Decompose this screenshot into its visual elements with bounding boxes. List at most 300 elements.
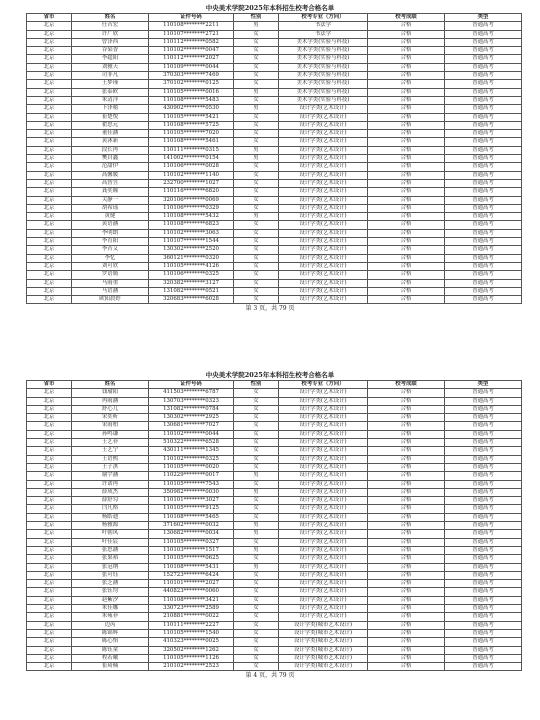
province-cell: 北京 [27, 405, 72, 413]
major-cell: 美术学类(实验与科技) [279, 72, 368, 80]
province-cell: 北京 [27, 38, 72, 46]
table-row [27, 229, 522, 237]
major-cell: 设计学类(艺术设计) [279, 229, 368, 237]
type-cell: 普通高考 [445, 163, 522, 171]
major-cell: 设计学类(艺术设计) [279, 488, 368, 496]
table-row [27, 455, 522, 463]
column-header: 证件号码 [149, 381, 234, 389]
major-cell: 设计学类(艺术设计) [279, 238, 368, 246]
table-row [27, 262, 522, 270]
name-cell: 薛舒勾 [72, 497, 149, 505]
table-row [27, 96, 522, 104]
major-cell: 设计学类(艺术设计) [279, 463, 368, 471]
id-number-cell: 110112********2027 [149, 55, 234, 63]
type-cell: 普通高考 [445, 663, 522, 671]
major-cell: 设计学类(艺术设计) [279, 113, 368, 121]
id-number-cell: 110106********0329 [149, 204, 234, 212]
major-cell: 设计学类(艺术设计) [279, 171, 368, 179]
gender-cell: 女 [234, 63, 279, 71]
major-cell: 设计学类(艺术设计) [279, 430, 368, 438]
score-cell: 合格 [368, 497, 445, 505]
table-row [27, 397, 522, 405]
score-cell: 合格 [368, 654, 445, 662]
score-cell: 合格 [368, 146, 445, 154]
id-number-cell: 110116********6820 [149, 188, 234, 196]
province-cell: 北京 [27, 229, 72, 237]
name-cell: 范甜伊 [72, 163, 149, 171]
type-cell: 普通高考 [445, 121, 522, 129]
table-row [27, 80, 522, 88]
type-cell: 普通高考 [445, 530, 522, 538]
table-row [27, 105, 522, 113]
name-cell: 赵紫汐 [72, 596, 149, 604]
name-cell: 杨皓迪 [72, 513, 149, 521]
type-cell: 普通高考 [445, 439, 522, 447]
name-cell: 张冠纳 [72, 563, 149, 571]
table-row [27, 488, 522, 496]
id-number-cell: 370303********7469 [149, 72, 234, 80]
table-row [27, 72, 522, 80]
province-cell: 北京 [27, 254, 72, 262]
type-cell: 普通高考 [445, 80, 522, 88]
name-cell: 宋奕昕 [72, 414, 149, 422]
gender-cell: 女 [234, 262, 279, 270]
gender-cell: 女 [234, 422, 279, 430]
major-cell: 设计学类(艺术设计) [279, 405, 368, 413]
province-cell: 北京 [27, 30, 72, 38]
score-cell: 合格 [368, 287, 445, 295]
table-row [27, 204, 522, 212]
id-number-cell: 131082********0521 [149, 287, 234, 295]
id-number-cell: 110229********0017 [149, 472, 234, 480]
major-cell: 设计学类(城市艺术设计) [279, 646, 368, 654]
table-row [27, 30, 522, 38]
province-cell: 北京 [27, 213, 72, 221]
table-body [27, 22, 522, 304]
id-number-cell: 110108********5431 [149, 563, 234, 571]
score-cell: 合格 [368, 55, 445, 63]
major-cell: 设计学类(艺术设计) [279, 389, 368, 397]
name-cell: 边芮 [72, 621, 149, 629]
major-cell: 设计学类(艺术设计) [279, 480, 368, 488]
province-cell: 北京 [27, 179, 72, 187]
gender-cell: 男 [234, 472, 279, 480]
gender-cell: 男 [234, 155, 279, 163]
province-cell: 北京 [27, 621, 72, 629]
type-cell: 普通高考 [445, 254, 522, 262]
province-cell: 北京 [27, 55, 72, 63]
major-cell: 设计学类(城市艺术设计) [279, 621, 368, 629]
gender-cell: 女 [234, 513, 279, 521]
type-cell: 普通高考 [445, 646, 522, 654]
score-cell: 合格 [368, 113, 445, 121]
province-cell: 北京 [27, 430, 72, 438]
type-cell: 普通高考 [445, 204, 522, 212]
name-cell: 王艺宁 [72, 447, 149, 455]
score-cell: 合格 [368, 505, 445, 513]
score-cell: 合格 [368, 488, 445, 496]
id-number-cell: 110101********3027 [149, 497, 234, 505]
id-number-cell: 320502********1262 [149, 646, 234, 654]
name-cell: 朱雍菲 [72, 613, 149, 621]
score-cell: 合格 [368, 88, 445, 96]
table-row [27, 439, 522, 447]
score-cell: 合格 [368, 480, 445, 488]
province-cell: 北京 [27, 397, 72, 405]
gender-cell: 女 [234, 30, 279, 38]
id-number-cell: 110105********9125 [149, 505, 234, 513]
province-cell: 北京 [27, 279, 72, 287]
id-number-cell: 130302********2520 [149, 246, 234, 254]
score-cell: 合格 [368, 30, 445, 38]
major-cell: 设计学类(艺术设计) [279, 179, 368, 187]
id-number-cell: 110101********2027 [149, 580, 234, 588]
name-cell: 陈心怡 [72, 638, 149, 646]
id-number-cell: 110108********5725 [149, 121, 234, 129]
id-number-cell: 350982********0030 [149, 488, 234, 496]
column-header: 姓名 [72, 14, 149, 22]
score-cell: 合格 [368, 163, 445, 171]
page-title: 中央美术学院2025年本科招生校考合格名单 [205, 371, 335, 379]
province-cell: 北京 [27, 455, 72, 463]
province-cell: 北京 [27, 63, 72, 71]
name-cell: 任昔宏 [72, 22, 149, 30]
id-number-cell: 110105********7543 [149, 480, 234, 488]
table-row [27, 613, 522, 621]
table-row [27, 638, 522, 646]
type-cell: 普通高考 [445, 447, 522, 455]
major-cell: 设计学类(艺术设计) [279, 287, 368, 295]
province-cell: 北京 [27, 271, 72, 279]
table-row [27, 596, 522, 604]
gender-cell: 女 [234, 221, 279, 229]
column-header: 类型 [445, 381, 522, 389]
column-header: 省市 [27, 381, 72, 389]
major-cell: 设计学类(艺术设计) [279, 196, 368, 204]
province-cell: 北京 [27, 188, 72, 196]
major-cell: 设计学类(艺术设计) [279, 563, 368, 571]
type-cell: 普通高考 [445, 55, 522, 63]
id-number-cell: 110105********1540 [149, 629, 234, 637]
type-cell: 普通高考 [445, 555, 522, 563]
table-row [27, 588, 522, 596]
admission-table [26, 380, 522, 671]
score-cell: 合格 [368, 389, 445, 397]
name-cell: 许广欣 [72, 30, 149, 38]
table-row [27, 221, 522, 229]
gender-cell: 男 [234, 530, 279, 538]
id-number-cell: 430111********1345 [149, 447, 234, 455]
table-row [27, 138, 522, 146]
admission-table [26, 13, 522, 304]
id-number-cell: 110106********0325 [149, 271, 234, 279]
id-number-cell: 232700********1027 [149, 179, 234, 187]
score-cell: 合格 [368, 130, 445, 138]
id-number-cell: 210102********2523 [149, 663, 234, 671]
id-number-cell: 320106********0069 [149, 196, 234, 204]
score-cell: 合格 [368, 663, 445, 671]
major-cell: 设计学类(艺术设计) [279, 155, 368, 163]
table-row [27, 472, 522, 480]
province-cell: 北京 [27, 555, 72, 563]
major-cell: 设计学类(艺术设计) [279, 279, 368, 287]
name-cell: 朱清洋 [72, 96, 149, 104]
major-cell: 设计学类(艺术设计) [279, 596, 368, 604]
header-row [27, 381, 522, 389]
id-number-cell: 110102********0044 [149, 430, 234, 438]
major-cell: 设计学类(城市艺术设计) [279, 638, 368, 646]
score-cell: 合格 [368, 213, 445, 221]
type-cell: 普通高考 [445, 414, 522, 422]
major-cell: 设计学类(艺术设计) [279, 221, 368, 229]
province-cell: 北京 [27, 463, 72, 471]
id-number-cell: 110106********0028 [149, 163, 234, 171]
table-row [27, 563, 522, 571]
column-header: 性别 [234, 14, 279, 22]
name-cell: 谢宇涵 [72, 472, 149, 480]
table-row [27, 430, 522, 438]
id-number-cell: 130302********2925 [149, 414, 234, 422]
column-header: 姓名 [72, 381, 149, 389]
province-cell: 北京 [27, 588, 72, 596]
gender-cell: 女 [234, 279, 279, 287]
gender-cell: 女 [234, 238, 279, 246]
type-cell: 普通高考 [445, 229, 522, 237]
table-row [27, 55, 522, 63]
gender-cell: 男 [234, 105, 279, 113]
id-number-cell: 210881********0022 [149, 613, 234, 621]
gender-cell: 女 [234, 47, 279, 55]
type-cell: 普通高考 [445, 621, 522, 629]
gender-cell: 女 [234, 96, 279, 104]
gender-cell: 男 [234, 88, 279, 96]
id-number-cell: 110109********0044 [149, 63, 234, 71]
province-cell: 北京 [27, 96, 72, 104]
gender-cell: 男 [234, 22, 279, 30]
id-number-cell: 110108********5432 [149, 213, 234, 221]
score-cell: 合格 [368, 80, 445, 88]
gender-cell: 女 [234, 254, 279, 262]
name-cell: 黄沐新 [72, 138, 149, 146]
id-number-cell: 110108********2211 [149, 22, 234, 30]
name-cell: 崔楚悦 [72, 113, 149, 121]
gender-cell: 女 [234, 588, 279, 596]
column-header: 证件号码 [149, 14, 234, 22]
type-cell: 普通高考 [445, 88, 522, 96]
score-cell: 合格 [368, 397, 445, 405]
type-cell: 普通高考 [445, 488, 522, 496]
province-cell: 北京 [27, 472, 72, 480]
type-cell: 普通高考 [445, 430, 522, 438]
name-cell: 崔琦楠 [72, 663, 149, 671]
table-row [27, 389, 522, 397]
province-cell: 北京 [27, 522, 72, 530]
gender-cell: 女 [234, 629, 279, 637]
type-cell: 普通高考 [445, 271, 522, 279]
gender-cell: 女 [234, 196, 279, 204]
table-row [27, 171, 522, 179]
score-cell: 合格 [368, 571, 445, 579]
province-cell: 北京 [27, 262, 72, 270]
province-cell: 北京 [27, 287, 72, 295]
major-cell: 设计学类(艺术设计) [279, 505, 368, 513]
province-cell: 北京 [27, 629, 72, 637]
type-cell: 普通高考 [445, 629, 522, 637]
gender-cell: 女 [234, 405, 279, 413]
id-number-cell: 110108********3421 [149, 596, 234, 604]
id-number-cell: 411503********6787 [149, 389, 234, 397]
table-row [27, 38, 522, 46]
gender-cell: 女 [234, 179, 279, 187]
table-header [27, 381, 522, 389]
province-cell: 北京 [27, 538, 72, 546]
id-number-cell: 110102********0047 [149, 47, 234, 55]
province-cell: 北京 [27, 80, 72, 88]
major-cell: 美术学类(实验与科技) [279, 88, 368, 96]
score-cell: 合格 [368, 439, 445, 447]
type-cell: 普通高考 [445, 571, 522, 579]
province-cell: 北京 [27, 105, 72, 113]
score-cell: 合格 [368, 580, 445, 588]
gender-cell: 女 [234, 414, 279, 422]
province-cell: 北京 [27, 530, 72, 538]
name-cell: 樊自鑫 [72, 155, 149, 163]
province-cell: 北京 [27, 439, 72, 447]
major-cell: 设计学类(艺术设计) [279, 580, 368, 588]
major-cell: 设计学类(艺术设计) [279, 530, 368, 538]
id-number-cell: 110102********1140 [149, 171, 234, 179]
type-cell: 普通高考 [445, 179, 522, 187]
type-cell: 普通高考 [445, 522, 522, 530]
type-cell: 普通高考 [445, 238, 522, 246]
name-cell: 欧阳晨婷 [72, 296, 149, 304]
gender-cell: 女 [234, 130, 279, 138]
province-cell: 北京 [27, 246, 72, 254]
table-row [27, 605, 522, 613]
score-cell: 合格 [368, 121, 445, 129]
major-cell: 设计学类(城市艺术设计) [279, 663, 368, 671]
type-cell: 普通高考 [445, 422, 522, 430]
type-cell: 普通高考 [445, 287, 522, 295]
type-cell: 普通高考 [445, 155, 522, 163]
id-number-cell: 110112********0582 [149, 38, 234, 46]
table-header [27, 14, 522, 22]
name-cell: 宋雨柏 [72, 422, 149, 430]
major-cell: 美术学类(实验与科技) [279, 47, 368, 55]
table-row [27, 130, 522, 138]
id-number-cell: 110111********0315 [149, 146, 234, 154]
province-cell: 北京 [27, 596, 72, 604]
major-cell: 设计学类(艺术设计) [279, 555, 368, 563]
table-row [27, 405, 522, 413]
score-cell: 合格 [368, 22, 445, 30]
province-cell: 北京 [27, 447, 72, 455]
province-cell: 北京 [27, 613, 72, 621]
name-cell: 黄语涵 [72, 221, 149, 229]
score-cell: 合格 [368, 455, 445, 463]
gender-cell: 女 [234, 113, 279, 121]
major-cell: 设计学类(艺术设计) [279, 538, 368, 546]
type-cell: 普通高考 [445, 605, 522, 613]
table-row [27, 238, 522, 246]
page-footer: 第 3 页，共 79 页 [245, 305, 295, 313]
score-cell: 合格 [368, 646, 445, 654]
type-cell: 普通高考 [445, 113, 522, 121]
score-cell: 合格 [368, 638, 445, 646]
type-cell: 普通高考 [445, 389, 522, 397]
gender-cell: 男 [234, 563, 279, 571]
score-cell: 合格 [368, 254, 445, 262]
province-cell: 北京 [27, 513, 72, 521]
score-cell: 合格 [368, 229, 445, 237]
type-cell: 普通高考 [445, 580, 522, 588]
id-number-cell: 430902********0530 [149, 105, 234, 113]
table-row [27, 113, 522, 121]
type-cell: 普通高考 [445, 72, 522, 80]
score-cell: 合格 [368, 522, 445, 530]
table-row [27, 88, 522, 96]
table-row [27, 480, 522, 488]
id-number-cell: 110105********7020 [149, 130, 234, 138]
province-cell: 北京 [27, 580, 72, 588]
score-cell: 合格 [368, 588, 445, 596]
score-cell: 合格 [368, 246, 445, 254]
type-cell: 普通高考 [445, 480, 522, 488]
score-cell: 合格 [368, 63, 445, 71]
type-cell: 普通高考 [445, 138, 522, 146]
type-cell: 普通高考 [445, 513, 522, 521]
province-cell: 北京 [27, 497, 72, 505]
table-row [27, 513, 522, 521]
type-cell: 普通高考 [445, 196, 522, 204]
score-cell: 合格 [368, 621, 445, 629]
major-cell: 设计学类(艺术设计) [279, 605, 368, 613]
gender-cell: 女 [234, 646, 279, 654]
type-cell: 普通高考 [445, 596, 522, 604]
type-cell: 普通高考 [445, 397, 522, 405]
gender-cell: 女 [234, 121, 279, 129]
gender-cell: 女 [234, 497, 279, 505]
table-row [27, 546, 522, 554]
type-cell: 普通高考 [445, 405, 522, 413]
province-cell: 北京 [27, 505, 72, 513]
major-cell: 设计学类(艺术设计) [279, 105, 368, 113]
id-number-cell: 110103********1517 [149, 546, 234, 554]
column-header: 校考专业（方向） [279, 381, 368, 389]
id-number-cell: 510322********6528 [149, 439, 234, 447]
type-cell: 普通高考 [445, 188, 522, 196]
table-row [27, 629, 522, 637]
gender-cell: 男 [234, 213, 279, 221]
id-number-cell: 110105********5421 [149, 113, 234, 121]
page-title: 中央美术学院2025年本科招生校考合格名单 [205, 4, 335, 12]
table-row [27, 179, 522, 187]
province-cell: 北京 [27, 196, 72, 204]
table-row [27, 538, 522, 546]
type-cell: 普通高考 [445, 146, 522, 154]
table-row [27, 146, 522, 154]
type-cell: 普通高考 [445, 455, 522, 463]
type-cell: 普通高考 [445, 105, 522, 113]
name-cell: 关静一 [72, 196, 149, 204]
gender-cell: 女 [234, 580, 279, 588]
province-cell: 北京 [27, 113, 72, 121]
name-cell: 马语涵 [72, 287, 149, 295]
name-cell: 张果裕 [72, 555, 149, 563]
name-cell: 高智昱 [72, 179, 149, 187]
major-cell: 设计学类(艺术设计) [279, 121, 368, 129]
major-cell: 设计学类(艺术设计) [279, 204, 368, 212]
